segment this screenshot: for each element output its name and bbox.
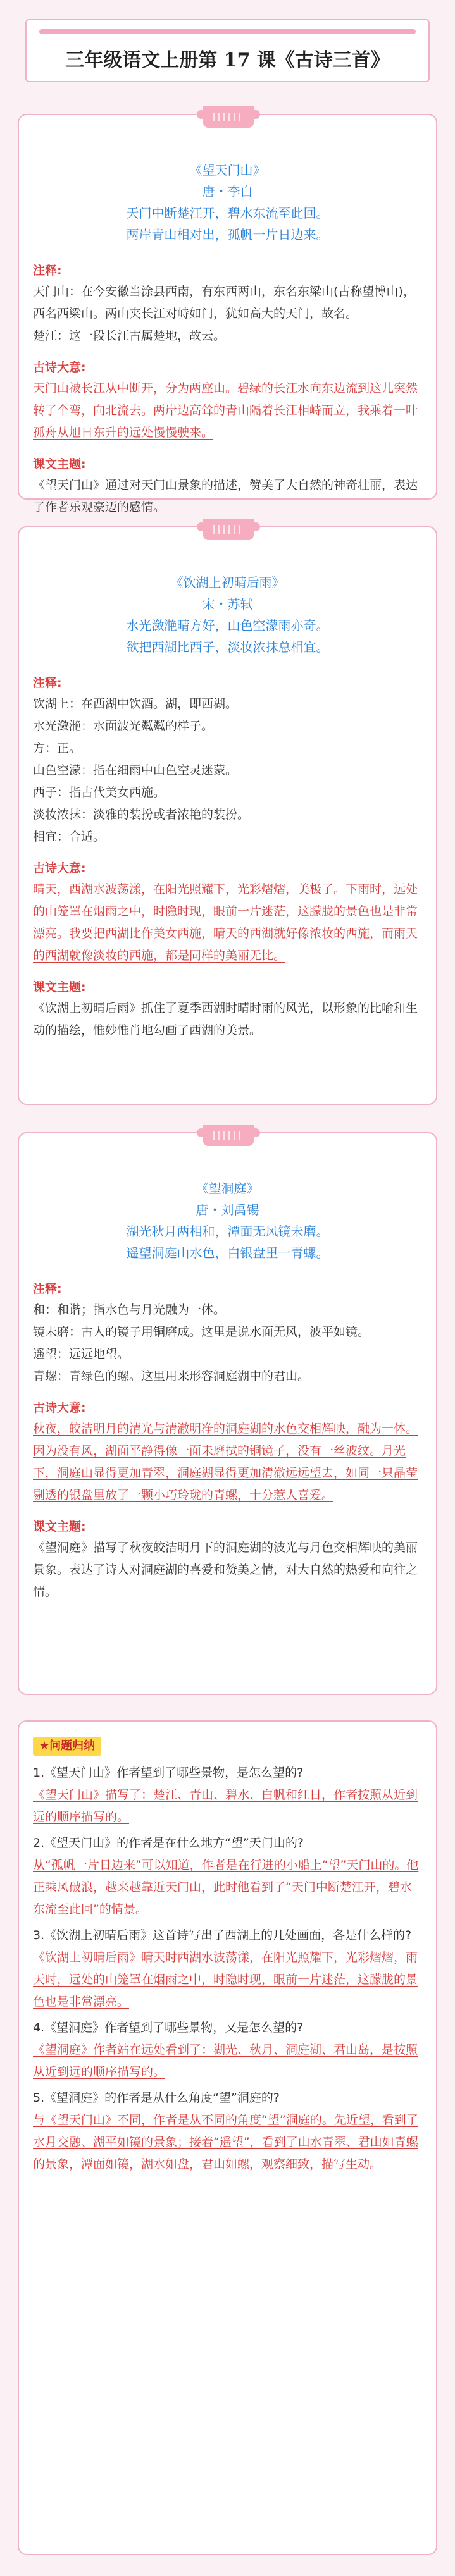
theme-heading: 课文主题: <box>33 457 86 471</box>
meaning-text: 晴天，西湖水波荡漾，在阳光照耀下，光彩熠熠，美极了。下雨时，远处的山笼罩在烟雨之中，时隐时现，眼前一片迷茫，这朦胧的景色也是非常漂亮。我要把西湖比作美女西施，晴天的西湖就好像浓妆的西施，而雨天的西湖就像淡妆的西施，都是同样的美丽无比。 <box>33 882 418 963</box>
note-item: 天门山：在今安徽当涂县西南，有东西两山，东名东梁山(古称望博山)，西名西梁山。两山夹长江对峙如门，犹如高大的天门，故名。 <box>33 285 415 321</box>
theme-text: 《望天门山》通过对天门山景象的描述，赞美了大自然的神奇壮丽，表达了作者乐观豪迈的感情。 <box>33 478 418 514</box>
note-item: 淡妆浓抹：淡雅的装扮或者浓艳的装扮。 <box>33 808 250 822</box>
meaning-text: 天门山被长江从中断开，分为两座山。碧绿的长江水向东边流到这儿突然转了个弯，向北流去。两岸边高耸的青山隔着长江相峙而立，我乘着一叶孤舟从旭日东升的远处慢慢驶来。 <box>33 381 418 440</box>
poem-card-3 <box>18 1132 437 1695</box>
note-item: 楚江：这一段长江古属楚地，故云。 <box>33 329 226 343</box>
question-item: 2.《望天门山》的作者是在什么地方“望”天门山的? <box>33 1836 304 1850</box>
questions-card <box>18 1720 437 2555</box>
note-item: 青螺：青绿色的螺。这里用来形容洞庭湖中的君山。 <box>33 1369 310 1383</box>
poem-author: 唐・刘禹锡 <box>196 1202 259 1217</box>
note-item: 遥望：远远地望。 <box>33 1347 130 1361</box>
questions-heading: ★问题归纳 <box>33 1737 101 1756</box>
meaning-heading: 古诗大意: <box>33 861 86 875</box>
card-tab-decor <box>203 519 254 540</box>
notes-heading: 注释: <box>33 676 62 690</box>
note-item: 方：正。 <box>33 741 82 755</box>
question-item: 3.《饮湖上初晴后雨》这首诗写出了西湖上的几处画面，各是什么样的? <box>33 1928 412 1942</box>
page-title: 三年级语文上册第 17 课《古诗三首》 <box>65 49 390 71</box>
theme-text: 《饮湖上初晴后雨》抓住了夏季西湖时晴时雨的风光，以形象的比喻和生动的描绘，惟妙惟肖地勾画了西湖的美景。 <box>33 1001 418 1037</box>
note-item: 相宜：合适。 <box>33 830 106 844</box>
meaning-heading: 古诗大意: <box>33 361 86 374</box>
poem-card-2 <box>18 526 437 1105</box>
question-item: 1.《望天门山》作者望到了哪些景物，是怎么望的? <box>33 1766 304 1780</box>
poem-title: 《饮湖上初晴后雨》 <box>170 575 285 590</box>
answer-item: 《望洞庭》作者站在远处看到了：湖光、秋月、洞庭湖、君山岛，是按照从近到远的顺序描写的。 <box>33 2043 418 2079</box>
poem-author: 宋・苏轼 <box>202 596 253 612</box>
card-tab-decor <box>203 1125 254 1146</box>
note-item: 西子：指古代美女西施。 <box>33 786 166 799</box>
poem-line: 两岸青山相对出，孤帆一片日边来。 <box>126 227 329 242</box>
question-item: 4.《望洞庭》作者望到了哪些景物，又是怎么望的? <box>33 2021 304 2035</box>
poem-line: 湖光秋月两相和，潭面无风镜未磨。 <box>126 1224 329 1239</box>
answer-item: 《望天门山》描写了：楚江、青山、碧水、白帆和红日，作者按照从近到远的顺序描写的。 <box>33 1788 418 1824</box>
question-item: 5.《望洞庭》的作者是从什么角度“望”洞庭的? <box>33 2091 280 2105</box>
answer-item: 《饮湖上初晴后雨》晴天时西湖水波荡漾，在阳光照耀下，光彩熠熠，雨天时，远处的山笼罩在烟雨之中，时隐时现，眼前一片迷茫，这朦胧的景色也是非常漂亮。 <box>33 1950 418 2009</box>
poem-block <box>33 159 422 245</box>
answer-item: 从“孤帆一片日边来”可以知道，作者是在行进的小船上“望”天门山的。他正乘风破浪，越来越靠近天门山，此时他看到了“天门中断楚江开，碧水东流至此回”的情景。 <box>33 1858 419 1916</box>
card-tab-decor <box>203 106 254 128</box>
poem-title: 《望洞庭》 <box>196 1181 259 1196</box>
notes-heading: 注释: <box>33 1282 62 1296</box>
poem-block <box>33 572 422 658</box>
answer-item: 与《望天门山》不同，作者是从不同的角度“望”洞庭的。先近望，看到了水月交融、湖平如镜的景象；接着“遥望”，看到了山水青翠、君山如青螺的景象，潭面如镜，湖水如盘，君山如螺，观察细致，描写生动。 <box>33 2113 418 2171</box>
poem-block <box>33 1178 422 1264</box>
note-item: 饮湖上：在西湖中饮酒。湖，即西湖。 <box>33 697 238 711</box>
note-item: 和：和谐；指水色与月光融为一体。 <box>33 1303 226 1317</box>
poem-card-1 <box>18 114 437 514</box>
meaning-text: 秋夜，皎洁明月的清光与清澈明净的洞庭湖的水色交相辉映，融为一体。因为没有风，湖面平静得像一面未磨拭的铜镜子，没有一丝波纹。月光下，洞庭山显得更加青翠，洞庭湖显得更加清澈远远望去，如同一只晶莹剔透的银盘里放了一颗小巧玲珑的青螺，十分惹人喜爱。 <box>33 1422 418 1502</box>
note-item: 水光潋滟：水面波光粼粼的样子。 <box>33 719 214 733</box>
poem-line: 水光潋滟晴方好，山色空濛雨亦奇。 <box>126 618 329 633</box>
page-header <box>25 19 430 82</box>
poem-line: 欲把西湖比西子，淡妆浓抹总相宜。 <box>126 639 329 655</box>
poem-title: 《望天门山》 <box>189 163 266 178</box>
note-item: 镜未磨：古人的镜子用铜磨成。这里是说水面无风，波平如镜。 <box>33 1325 370 1339</box>
meaning-heading: 古诗大意: <box>33 1401 86 1415</box>
poem-line: 天门中断楚江开，碧水东流至此回。 <box>126 206 329 221</box>
poem-author: 唐・李白 <box>202 184 253 199</box>
theme-heading: 课文主题: <box>33 980 86 994</box>
theme-heading: 课文主题: <box>33 1520 86 1534</box>
theme-text: 《望洞庭》描写了秋夜皎洁明月下的洞庭湖的波光与月色交相辉映的美丽景象。表达了诗人对洞庭湖的喜爱和赞美之情，对大自然的热爱和向往之情。 <box>33 1541 418 1599</box>
header-decor-bar <box>39 29 416 34</box>
note-item: 山色空濛：指在细雨中山色空灵迷蒙。 <box>33 763 238 777</box>
notes-heading: 注释: <box>33 264 62 278</box>
poem-line: 遥望洞庭山水色，白银盘里一青螺。 <box>126 1245 329 1260</box>
